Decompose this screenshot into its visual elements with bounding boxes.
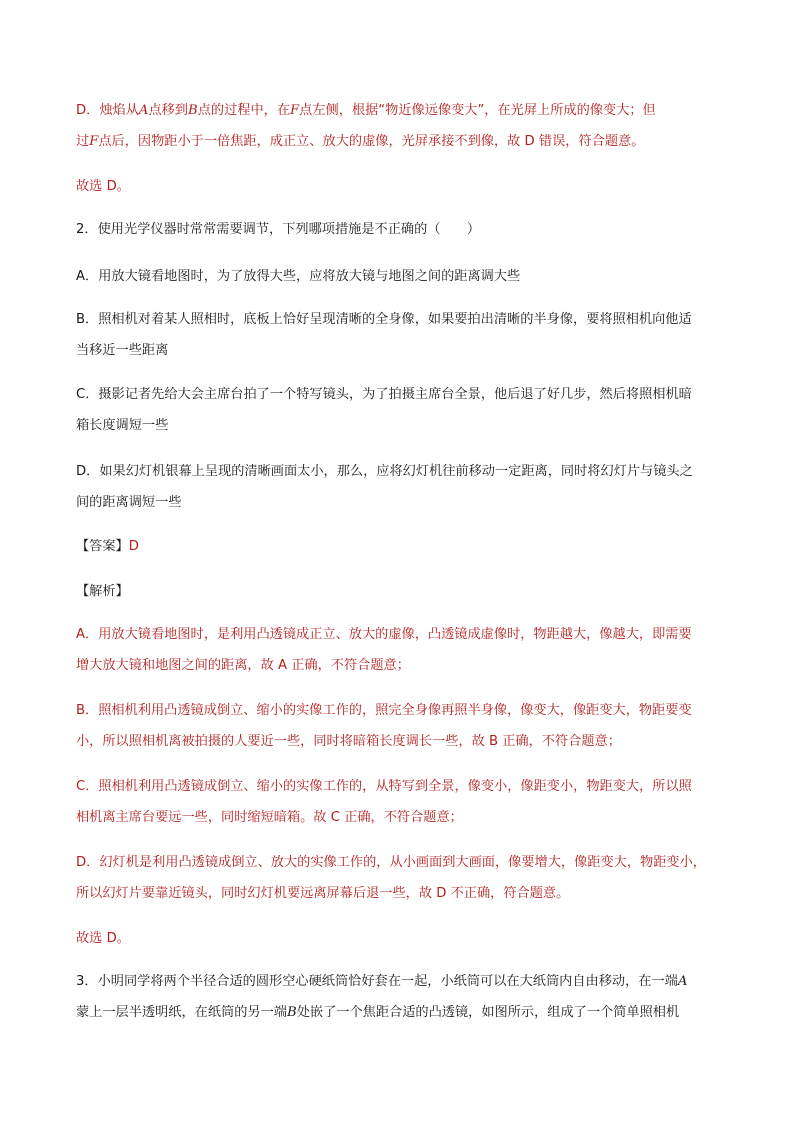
question-2-option-a: A．用放大镜看地图时，为了放得大些，应将放大镜与地图之间的距离调大些 (76, 269, 521, 284)
analysis-d: D．幻灯机是利用凸透镜成倒立、放大的实像工作的，从小画面到大画面，像要增大，像距变大，物距变小， 所以幻灯片要靠近镜头，同时幻灯机要远离屏幕后退一些，故 D 不正确，符合题意。 (76, 855, 706, 901)
analysis-c: C．照相机利用凸透镜成倒立、缩小的实像工作的，从特写到全景，像变小，像距变小，物距变大，所以照 相机离主席台要远一些，同时缩短暗箱。故 C 正确，不符合题意； (76, 779, 692, 825)
question-2-option-d: D．如果幻灯机银幕上呈现的清晰画面太小，那么，应将幻灯机往前移动一定距离，同时将幻灯片与镜头之 间的距离调短一些 (76, 464, 693, 510)
conclusion-q2: 故选 D。 (76, 931, 130, 946)
question-2-option-c: C．摄影记者先给大会主席台拍了一个特写镜头，为了拍摄主席台全景，他后退了好几步，然后将照相机暗 箱长度调短一些 (76, 387, 692, 433)
answer-value: D (128, 539, 139, 554)
question-2-option-b: B．照相机对着某人照相时，底板上恰好呈现清晰的全身像，如果要拍出清晰的半身像，要将照相机向他适 当移近一些距离 (76, 312, 692, 358)
question-3-stem: 3．小明同学将两个半径合适的圆形空心硬纸筒恰好套在一起，小纸筒可以在大纸筒内自由移动，在一端A 蒙上一层半透明纸，在纸筒的另一端B处嵌了一个焦距合适的凸透镜，如图所示，组成了一个简单照相机 (76, 974, 688, 1020)
analysis-label: 【解析】 (76, 584, 129, 599)
answer-line (76, 531, 724, 562)
answer-label: 【答案】 (76, 539, 129, 554)
conclusion-q1: 故选 D。 (76, 179, 130, 194)
question-2-stem: 2．使用光学仪器时常常需要调节，下列哪项措施是不正确的（ ） (76, 222, 481, 237)
analysis-a: A．用放大镜看地图时，是利用凸透镜成正立、放大的虚像，凸透镜成虚像时，物距越大，像越大，即需要 增大放大镜和地图之间的距离，故 A 正确，不符合题意； (76, 627, 692, 673)
explanation-d-paragraph: D．烛焰从A点移到B点的过程中，在F点左侧，根据“物近像远像变大”，在光屏上所成的像变大；但 过F点后，因物距小于一倍焦距，成正立、放大的虚像，光屏承接不到像，故 D 错误，符合题意。 (76, 103, 656, 149)
analysis-b: B．照相机利用凸透镜成倒立、缩小的实像工作的，照完全身像再照半身像，像变大，像距变大，物距要变 小，所以照相机离被拍摄的人要近一些，同时将暗箱长度调长一些，故 B 正确，不符合题意； (76, 703, 692, 749)
